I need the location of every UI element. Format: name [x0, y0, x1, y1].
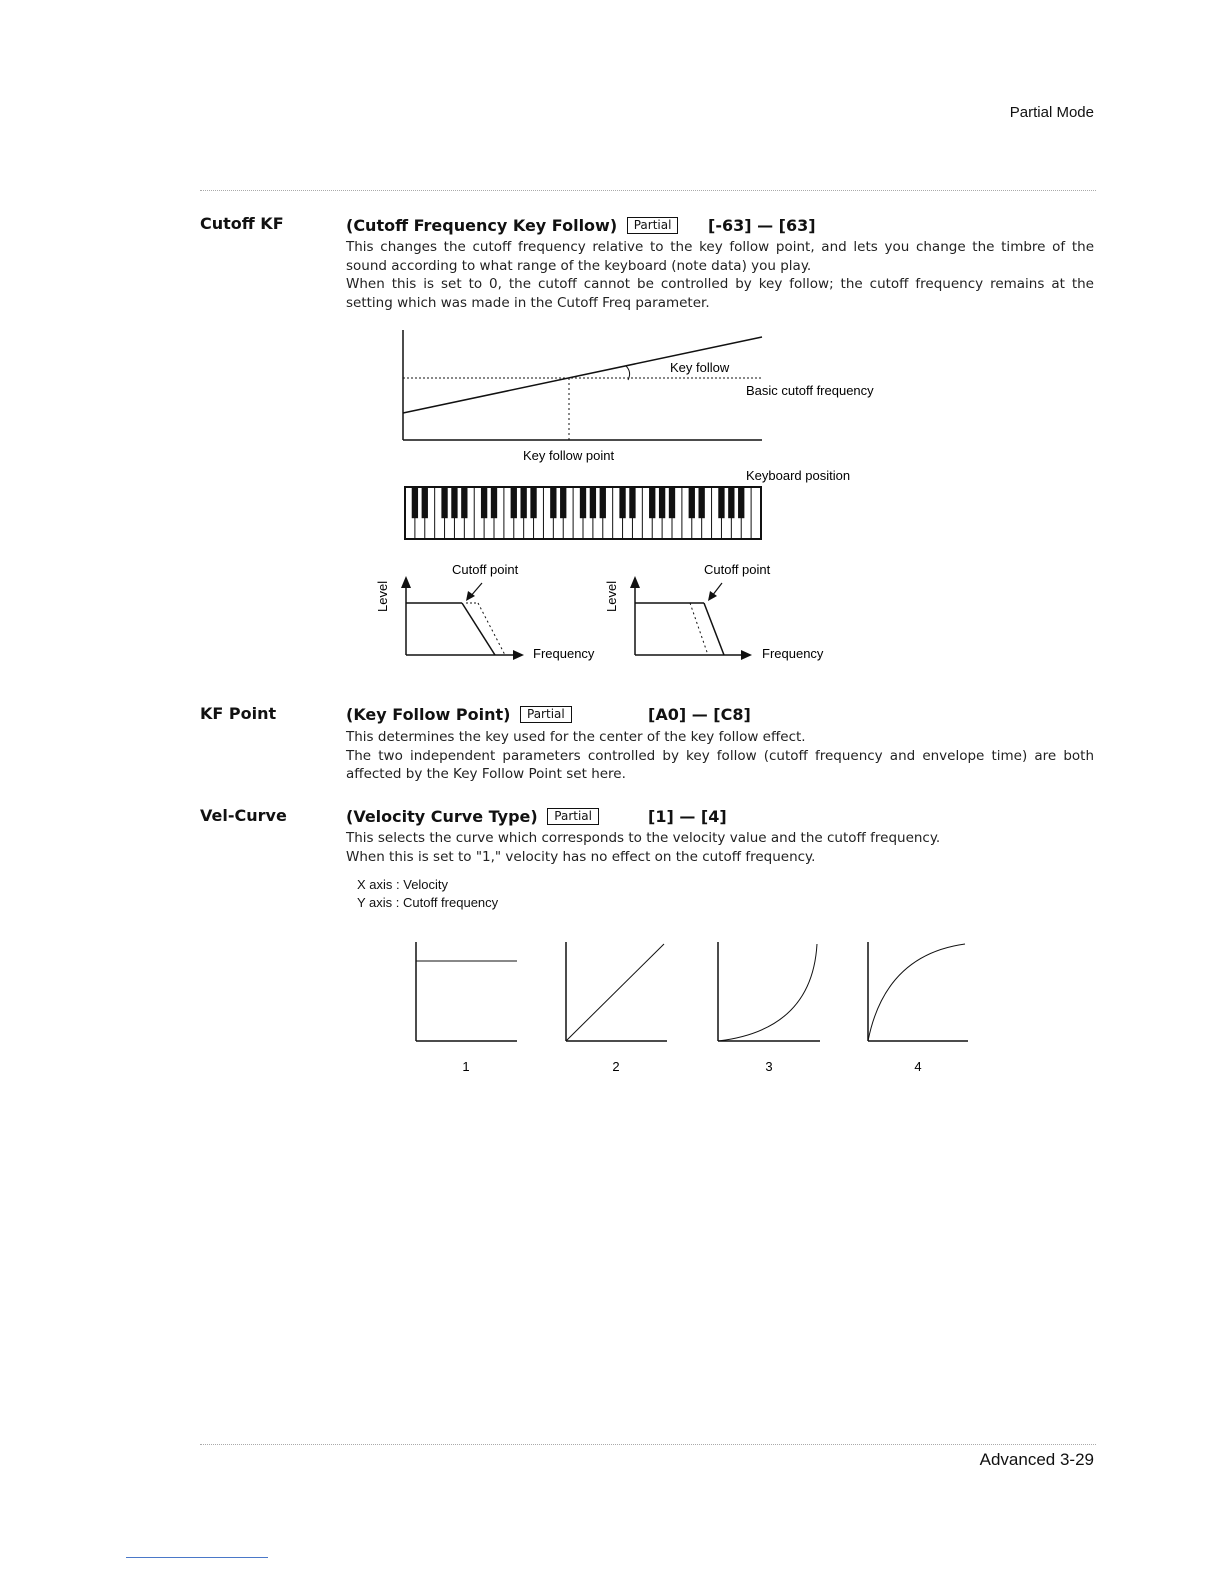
- section-label-cutoff-kf: Cutoff KF: [200, 214, 284, 233]
- cutoff-point-label-right: Cutoff point: [704, 562, 771, 577]
- frequency-label-right: Frequency: [762, 646, 824, 661]
- curve-label: 3: [765, 1059, 773, 1074]
- page-header: Partial Mode: [1009, 104, 1094, 121]
- basic-cutoff-label: Basic cutoff frequency: [746, 383, 874, 398]
- partial-badge: Partial: [627, 217, 679, 234]
- bottom-rule: [200, 1444, 1096, 1445]
- curve-label: 1: [462, 1059, 470, 1074]
- cutoff-point-label-left: Cutoff point: [452, 562, 519, 577]
- y-axis-caption: Y axis : Cutoff frequency: [357, 895, 499, 910]
- section-label-vel-curve: Vel-Curve: [200, 806, 287, 825]
- key-follow-label: Key follow: [670, 360, 730, 375]
- x-axis-caption: X axis : Velocity: [357, 877, 449, 892]
- partial-badge: Partial: [520, 706, 572, 723]
- curve-label: 2: [612, 1059, 620, 1074]
- section-label-kf-point: KF Point: [200, 704, 277, 723]
- range-vel-curve: [1] — [4]: [648, 807, 727, 826]
- curve-graph-3: [718, 942, 820, 1074]
- curve-graph-4: [868, 942, 968, 1074]
- page-footer: Advanced 3-29: [979, 1450, 1094, 1469]
- text-line: The two independent parameters controlled by key follow (cutoff frequency and envelope time) are both affected by the Key Follow Point set here.: [346, 747, 1094, 782]
- text-line: This changes the cutoff frequency relative to the key follow point, and lets you change the timbre of the sound according to what range of the keyboard (note data) you play.: [346, 239, 1094, 274]
- text-line: When this is set to "1," velocity has no effect on the cutoff frequency.: [346, 848, 816, 865]
- level-label-right: Level: [604, 580, 619, 612]
- curve-graph-1: [416, 942, 517, 1074]
- range-kf-point: [A0] — [C8]: [648, 705, 751, 724]
- key-follow-point-label: Key follow point: [523, 448, 615, 463]
- range-cutoff-kf: [-63] — [63]: [708, 216, 816, 235]
- curve-label: 4: [914, 1059, 922, 1074]
- blue-underline: [126, 1557, 268, 1558]
- heading-text: (Velocity Curve Type): [346, 807, 538, 826]
- text-line: This selects the curve which corresponds to the velocity value and the cutoff frequency.: [346, 830, 941, 846]
- level-label-left: Level: [375, 580, 390, 612]
- keyboard-position-label: Keyboard position: [746, 468, 851, 483]
- text-line: When this is set to 0, the cutoff cannot be controlled by key follow; the cutoff frequency remains at the setting which was made in the Cutoff Freq parameter.: [346, 276, 1094, 311]
- heading-text: (Cutoff Frequency Key Follow): [346, 216, 618, 235]
- heading-text: (Key Follow Point): [346, 705, 511, 724]
- frequency-label-left: Frequency: [533, 646, 595, 661]
- curve-graph-2: [566, 942, 667, 1074]
- text-line: This determines the key used for the center of the key follow effect.: [346, 729, 806, 745]
- partial-badge: Partial: [547, 808, 599, 825]
